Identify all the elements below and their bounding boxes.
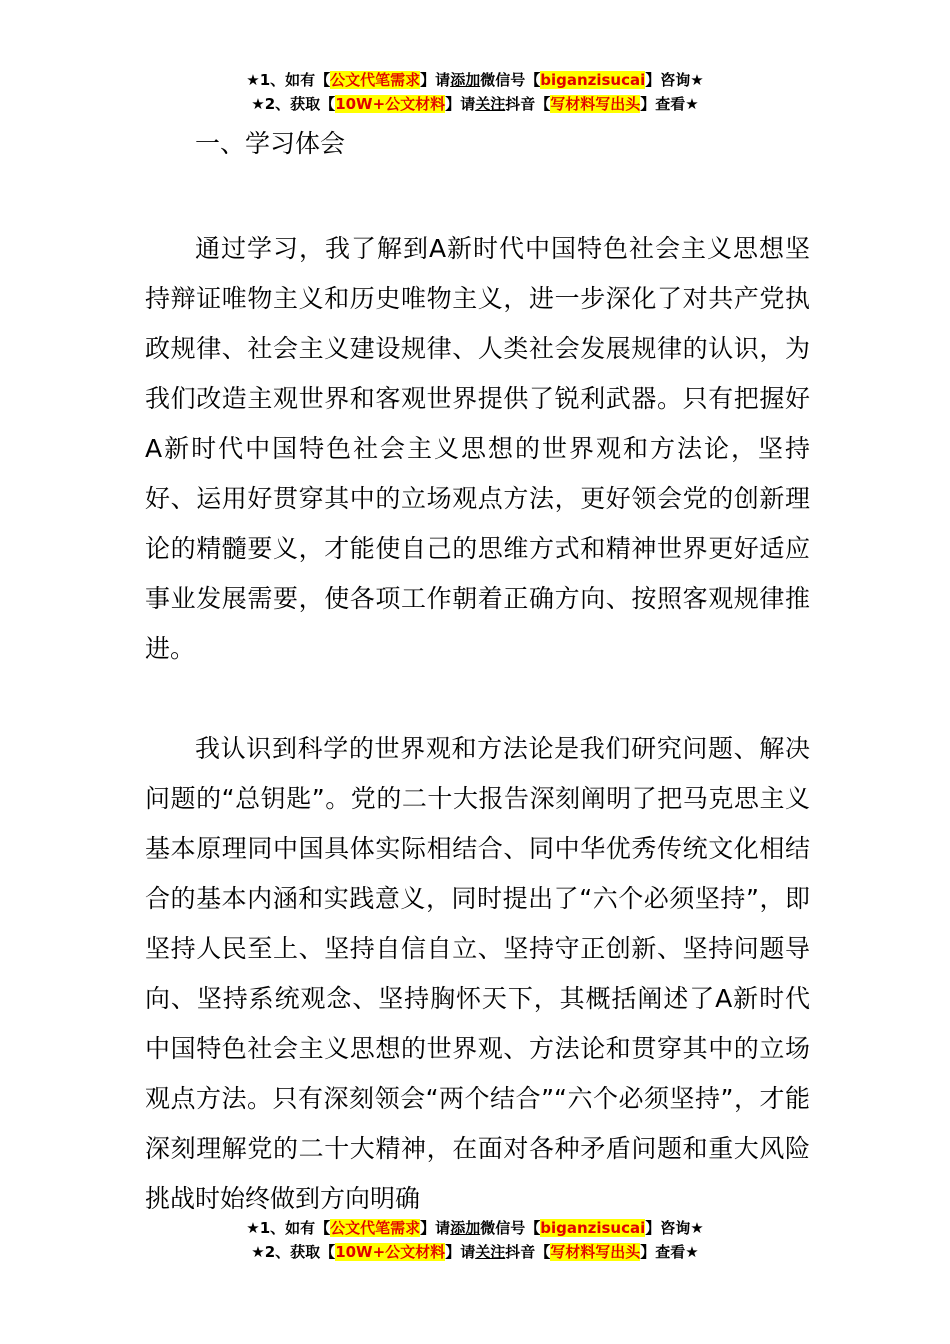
banner-highlight-douyin-id: 写材料写出头: [550, 95, 641, 113]
banner-highlight-wechat-id: biganzisucai: [540, 1219, 646, 1237]
banner-text: ★1、如有【: [246, 1219, 331, 1237]
banner-highlight-douyin-id: 写材料写出头: [550, 1243, 641, 1261]
banner-text: 抖音【: [505, 1243, 551, 1261]
banner-text: 】咨询★: [645, 1219, 704, 1237]
banner-text: 】请: [420, 1219, 451, 1237]
banner-text: 微信号【: [480, 1219, 541, 1237]
footer-banner: [0, 1216, 950, 1264]
banner-line-1: [0, 68, 950, 92]
banner-line-2: [0, 92, 950, 116]
banner-highlight-service: 公文代笔需求: [330, 71, 421, 89]
banner-text: 】咨询★: [645, 71, 704, 89]
banner-text: 抖音【: [505, 95, 551, 113]
banner-underline-follow: 关注: [475, 95, 506, 113]
banner-underline-follow: 关注: [475, 1243, 506, 1261]
paragraph-1: 通过学习，我了解到A新时代中国特色社会主义思想坚持辩证唯物主义和历史唯物主义，进一步深化了对共产党执政规律、社会主义建设规律、人类社会发展规律的认识，为我们改造主观世界和客观世界提供了锐利武器。只有把握好A新时代中国特色社会主义思想的世界观和方法论，坚持好、运用好贯穿其中的立场观点方法，更好领会党的创新理论的精髓要义，才能使自己的思维方式和精神世界更好适应事业发展需要，使各项工作朝着正确方向、按照客观规律推进。: [145, 234, 810, 663]
banner-line-2: [0, 1240, 950, 1264]
banner-text: 】请: [445, 95, 476, 113]
banner-underline-add: 添加: [450, 71, 481, 89]
banner-highlight-materials: 10W+公文材料: [335, 95, 446, 113]
banner-line-1: [0, 1216, 950, 1240]
banner-text: ★2、获取【: [251, 1243, 336, 1261]
section-heading: 一、学习体会: [195, 129, 346, 158]
document-body: [145, 124, 810, 1224]
paragraph-2: 我认识到科学的世界观和方法论是我们研究问题、解决问题的“总钥匙”。党的二十大报告深刻阐明了把马克思主义基本原理同中国具体实际相结合、同中华优秀传统文化相结合的基本内涵和实践意义，同时提出了“六个必须坚持”，即坚持人民至上、坚持自信自立、坚持守正创新、坚持问题导向、坚持系统观念、坚持胸怀天下，其概括阐述了A新时代中国特色社会主义思想的世界观、方法论和贯穿其中的立场观点方法。只有深刻领会“两个结合”“六个必须坚持”，才能深刻理解党的二十大精神，在面对各种矛盾问题和重大风险挑战时始终做到方向明确: [145, 734, 810, 1213]
header-banner: [0, 68, 950, 116]
banner-text: 】查看★: [640, 95, 699, 113]
banner-text: 微信号【: [480, 71, 541, 89]
banner-text: ★1、如有【: [246, 71, 331, 89]
banner-text: 】请: [420, 71, 451, 89]
banner-text: ★2、获取【: [251, 95, 336, 113]
banner-highlight-service: 公文代笔需求: [330, 1219, 421, 1237]
banner-text: 】请: [445, 1243, 476, 1261]
banner-highlight-wechat-id: biganzisucai: [540, 71, 646, 89]
banner-underline-add: 添加: [450, 1219, 481, 1237]
banner-text: 】查看★: [640, 1243, 699, 1261]
banner-highlight-materials: 10W+公文材料: [335, 1243, 446, 1261]
